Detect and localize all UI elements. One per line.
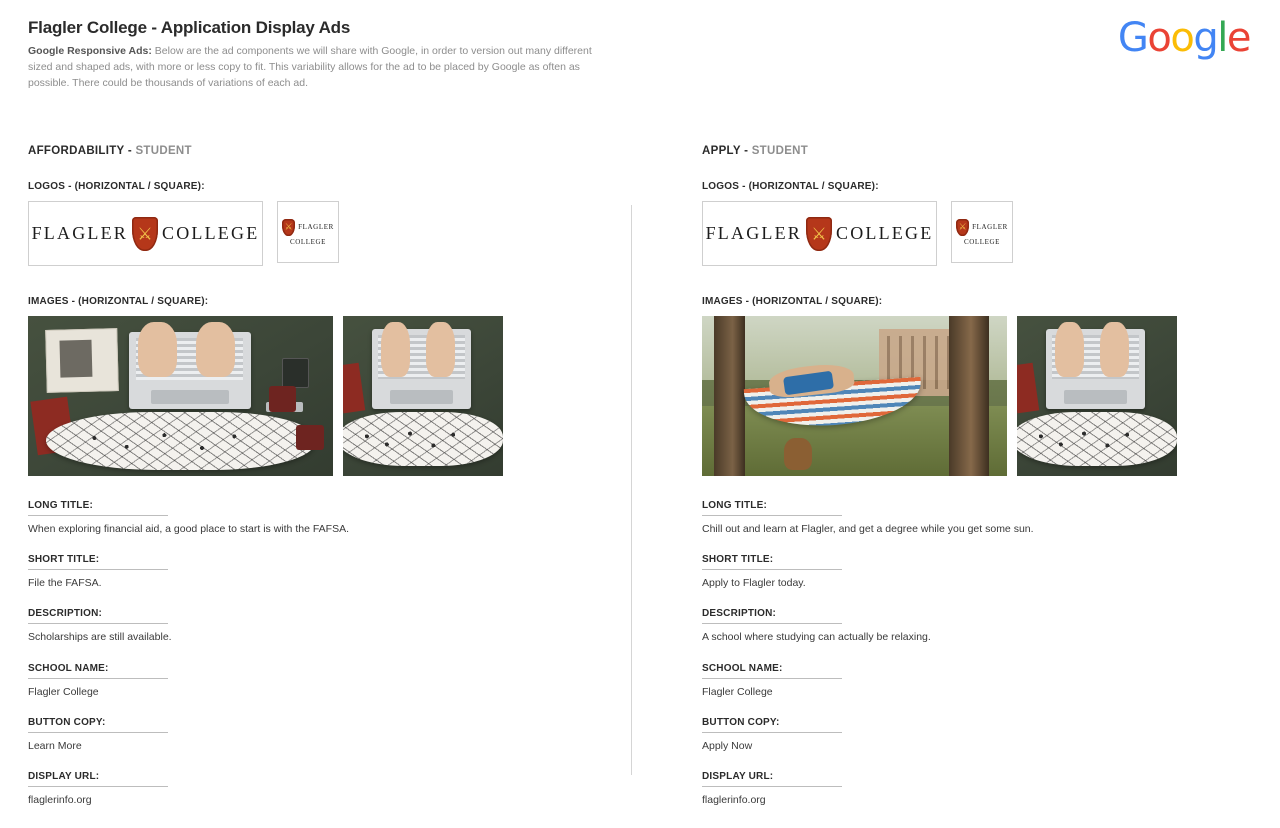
logos-section-label: LOGOS - (HORIZONTAL / SQUARE): (28, 181, 205, 192)
ad-image-horizontal (702, 316, 1007, 476)
page-title: Flagler College - Application Display Ads (28, 18, 351, 37)
field-value-display-url: flaglerinfo.org (702, 793, 766, 806)
google-logo-letter-g2: g (1193, 15, 1218, 61)
field-description (28, 608, 588, 644)
column-campaign-name: AFFORDABILITY - (28, 145, 136, 157)
logo-square-line2: COLLEGE (963, 237, 1001, 246)
field-label-short-title: SHORT TITLE: (28, 554, 168, 570)
field-value-description: A school where studying can actually be relaxing. (702, 631, 931, 644)
flagler-crest-icon: ⚔ (132, 217, 158, 251)
logo-horizontal (28, 201, 263, 266)
google-logo-letter-l: l (1217, 15, 1227, 61)
flagler-crest-icon: ⚔ (806, 217, 832, 251)
intro-lead-in: Google Responsive Ads: (28, 45, 152, 57)
field-label-short-title: SHORT TITLE: (702, 554, 842, 570)
logo-square (277, 201, 339, 263)
field-value-long-title: Chill out and learn at Flagler, and get a degree while you get some sun. (702, 523, 1034, 535)
field-label-description: DESCRIPTION: (28, 608, 168, 624)
google-logo-letter-e: e (1226, 15, 1250, 61)
logo-wordmark-right: COLLEGE (836, 223, 934, 243)
field-button-copy (28, 717, 588, 753)
flagler-crest-icon-small: ⚔ (956, 219, 969, 236)
field-school-name (28, 663, 588, 699)
column-heading (28, 145, 588, 157)
column-divider (631, 205, 632, 775)
google-logo (1117, 15, 1250, 61)
intro-body: Below are the ad components we will share with Google, in order to version out many different sized and shaped ads, with more or less copy to fit. This variability allows for the ad to be placed by Google as often as possible. There could be thousands of variations of each ad. (28, 45, 592, 89)
field-value-button-copy: Apply Now (702, 739, 753, 752)
field-value-school-name: Flagler College (28, 685, 99, 698)
logo-horizontal (702, 201, 937, 266)
logo-square-line1: FLAGLER (298, 223, 334, 231)
logos-row (28, 201, 588, 266)
images-section-label: IMAGES - (HORIZONTAL / SQUARE): (702, 296, 883, 307)
field-value-long-title: When exploring financial aid, a good place to start is with the FAFSA. (28, 523, 350, 535)
field-value-school-name: Flagler College (702, 685, 773, 698)
images-section-label: IMAGES - (HORIZONTAL / SQUARE): (28, 296, 209, 307)
field-label-button-copy: BUTTON COPY: (28, 717, 168, 733)
field-button-copy (702, 717, 1262, 753)
field-value-button-copy: Learn More (28, 739, 82, 752)
field-long-title (702, 500, 1262, 536)
field-label-long-title: LONG TITLE: (28, 500, 168, 516)
column-heading (702, 145, 1262, 157)
field-value-short-title: File the FAFSA. (28, 577, 102, 590)
field-description (702, 608, 1262, 644)
ad-image-horizontal (28, 316, 333, 476)
column-campaign-name: APPLY - (702, 145, 752, 157)
document-header (28, 18, 648, 91)
ad-image-square (343, 316, 503, 476)
field-long-title (28, 500, 588, 536)
logo-wordmark-left: FLAGLER (31, 223, 128, 243)
logos-row (702, 201, 1262, 266)
field-short-title (702, 554, 1262, 590)
field-display-url (702, 771, 1262, 807)
field-short-title (28, 554, 588, 590)
field-label-display-url: DISPLAY URL: (28, 771, 168, 787)
field-value-display-url: flaglerinfo.org (28, 793, 92, 806)
field-label-school-name: SCHOOL NAME: (28, 663, 168, 679)
field-label-button-copy: BUTTON COPY: (702, 717, 842, 733)
ad-image-square (1017, 316, 1177, 476)
google-logo-letter-g: G (1117, 15, 1148, 61)
logo-square-line2: COLLEGE (289, 237, 327, 246)
field-label-long-title: LONG TITLE: (702, 500, 842, 516)
logo-square (951, 201, 1013, 263)
field-value-description: Scholarships are still available. (28, 631, 172, 644)
images-row (28, 316, 588, 476)
field-label-description: DESCRIPTION: (702, 608, 842, 624)
logo-wordmark-right: COLLEGE (162, 223, 260, 243)
flagler-crest-icon-small: ⚔ (282, 219, 295, 236)
images-row (702, 316, 1262, 476)
field-value-short-title: Apply to Flagler today. (702, 577, 806, 590)
google-logo-letter-o2: o (1170, 15, 1194, 61)
ad-column-apply (702, 145, 1262, 825)
intro-paragraph (28, 44, 608, 91)
field-display-url (28, 771, 588, 807)
column-audience-name: STUDENT (135, 145, 192, 157)
column-audience-name: STUDENT (751, 145, 809, 157)
google-logo-letter-o1: o (1147, 15, 1171, 61)
field-label-school-name: SCHOOL NAME: (702, 663, 842, 679)
logos-section-label: LOGOS - (HORIZONTAL / SQUARE): (702, 181, 879, 192)
field-label-display-url: DISPLAY URL: (702, 771, 842, 787)
logo-wordmark-left: FLAGLER (705, 223, 802, 243)
logo-square-line1: FLAGLER (972, 223, 1008, 231)
ad-column-affordability (28, 145, 588, 825)
field-school-name (702, 663, 1262, 699)
